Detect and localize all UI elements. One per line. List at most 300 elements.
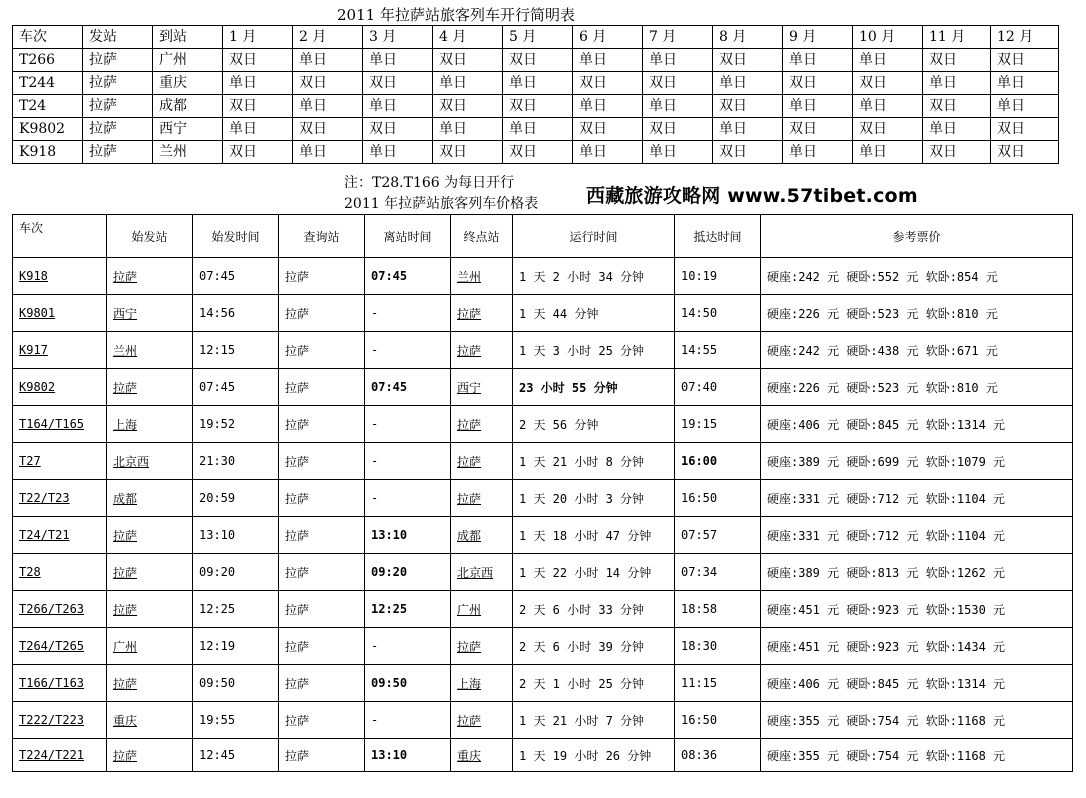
schedule-cell: 单日 [433,72,503,95]
price-cell-text: 拉萨 [285,343,310,358]
price-cell-text: 09:50 [371,676,408,690]
train-number-link[interactable]: K917 [19,343,48,357]
price-cell [513,628,675,665]
price-row [13,369,1073,406]
schedule-header-row [13,26,1059,49]
price-cell-text: 1 天 22 小时 14 分钟 [519,565,652,580]
price-cell-text: - [371,639,379,653]
schedule-cell: 单日 [503,72,573,95]
price-row [13,443,1073,480]
price-cell-text: 硬座:389 元 硬卧:699 元 软卧:1079 元 [767,454,1006,469]
price-cell [761,369,1073,406]
price-cell-text: 拉萨 [285,748,310,763]
price-cell-text: 12:25 [371,602,408,616]
price-cell-text: 拉萨 [285,528,310,543]
price-cell-text: 21:30 [199,454,236,468]
station-link[interactable]: 拉萨 [457,417,482,432]
price-cell[interactable] [451,406,513,443]
schedule-cell: 双日 [293,72,363,95]
price-cell-text: 09:50 [199,676,236,690]
schedule-cell: 西宁 [153,118,223,141]
price-cell-text: 硬座:355 元 硬卧:754 元 软卧:1168 元 [767,748,1006,763]
schedule-cell: 单日 [223,118,293,141]
price-row [13,295,1073,332]
price-cell-text: 2 天 56 分钟 [519,417,599,432]
schedule-cell: 拉萨 [83,49,153,72]
price-cell[interactable] [451,369,513,406]
price-cell-text: 硬座:226 元 硬卧:523 元 软卧:810 元 [767,306,998,321]
price-header-cell: 始发站 [107,215,193,258]
price-cell [193,591,279,628]
price-cell[interactable] [451,443,513,480]
schedule-cell: 单日 [853,141,923,164]
price-cell[interactable] [451,665,513,702]
schedule-cell: 拉萨 [83,118,153,141]
price-cell [279,443,365,480]
price-cell [761,332,1073,369]
price-cell-text: 09:20 [199,565,236,579]
train-number-link[interactable]: T264/T265 [19,639,85,653]
price-cell[interactable] [13,739,107,772]
station-link[interactable]: 拉萨 [457,306,482,321]
schedule-cell: 双日 [713,141,783,164]
station-link[interactable]: 北京西 [457,565,494,580]
schedule-cell: 双日 [783,72,853,95]
price-cell[interactable] [13,258,107,295]
price-cell-text: 硬座:242 元 硬卧:438 元 软卧:671 元 [767,343,998,358]
schedule-cell: 单日 [853,49,923,72]
train-number-link[interactable]: T166/T163 [19,676,85,690]
price-cell-text: 硬座:242 元 硬卧:552 元 软卧:854 元 [767,269,998,284]
station-link[interactable]: 成都 [457,528,482,543]
price-cell [279,554,365,591]
train-number-link[interactable]: T24/T21 [19,528,70,542]
price-cell [761,591,1073,628]
price-row [13,665,1073,702]
price-cell [279,369,365,406]
price-cell [193,369,279,406]
price-cell[interactable] [451,739,513,772]
schedule-cell: 单日 [223,72,293,95]
station-link[interactable]: 拉萨 [113,380,138,395]
price-header-cell: 运行时间 [513,215,675,258]
schedule-cell: 单日 [713,72,783,95]
price-cell[interactable] [107,665,193,702]
schedule-cell: 双日 [503,141,573,164]
schedule-cell: 单日 [573,49,643,72]
price-cell-text: - [371,491,379,505]
station-link[interactable]: 拉萨 [113,565,138,580]
schedule-cell: 成都 [153,95,223,118]
schedule-cell: 单日 [783,95,853,118]
price-cell [365,480,451,517]
price-cell-text: 1 天 21 小时 8 分钟 [519,454,645,469]
price-cell [279,517,365,554]
price-cell-text: 拉萨 [285,417,310,432]
price-table [12,214,1073,772]
price-cell-text: 2 天 6 小时 33 分钟 [519,602,645,617]
price-cell-text: 拉萨 [285,676,310,691]
price-header-cell: 查询站 [279,215,365,258]
price-cell[interactable] [107,517,193,554]
price-cell[interactable] [13,480,107,517]
price-cell[interactable] [13,554,107,591]
schedule-cell: 单日 [503,118,573,141]
station-link[interactable]: 拉萨 [457,454,482,469]
price-row [13,702,1073,739]
schedule-cell: 拉萨 [83,72,153,95]
price-cell[interactable] [107,591,193,628]
price-cell [279,295,365,332]
price-cell [193,739,279,772]
station-link[interactable]: 拉萨 [113,269,138,284]
schedule-cell: 单日 [293,49,363,72]
train-number-link[interactable]: K9801 [19,306,56,320]
schedule-note: 注：T28.T166 为每日开行 [344,175,515,191]
price-row [13,406,1073,443]
price-cell [761,406,1073,443]
price-cell[interactable] [451,332,513,369]
price-cell [761,739,1073,772]
price-cell-text: 1 天 3 小时 25 分钟 [519,343,645,358]
price-cell [365,369,451,406]
price-cell [513,591,675,628]
price-cell [513,406,675,443]
price-cell [513,443,675,480]
price-cell-text: 1 天 20 小时 3 分钟 [519,491,645,506]
price-header-cell: 离站时间 [365,215,451,258]
price-cell [675,702,761,739]
station-link[interactable]: 西宁 [113,306,138,321]
price-cell-text: 18:58 [681,602,718,616]
price-cell[interactable] [107,480,193,517]
price-cell[interactable] [451,702,513,739]
price-cell [365,258,451,295]
schedule-cell: 双日 [991,118,1059,141]
price-cell [279,406,365,443]
price-cell[interactable] [13,406,107,443]
price-cell [675,443,761,480]
station-link[interactable]: 兰州 [113,343,138,358]
station-link[interactable]: 拉萨 [457,713,482,728]
schedule-header-cell: 发站 [83,26,153,49]
schedule-header-cell: 6 月 [573,26,643,49]
price-cell-text: 拉萨 [285,639,310,654]
price-cell [193,332,279,369]
schedule-cell: 单日 [573,95,643,118]
price-cell [761,517,1073,554]
price-cell-text: 12:19 [199,639,236,653]
price-cell-text: 11:15 [681,676,718,690]
station-link[interactable]: 上海 [457,676,482,691]
price-cell-text: 拉萨 [285,565,310,580]
price-cell [279,332,365,369]
price-cell-text: 07:45 [371,380,408,394]
price-row [13,628,1073,665]
price-cell[interactable] [13,443,107,480]
price-cell [365,665,451,702]
price-cell[interactable] [451,517,513,554]
price-cell-text: 16:50 [681,713,718,727]
price-cell-text: 14:55 [681,343,718,357]
price-cell[interactable] [13,295,107,332]
schedule-header-cell: 11 月 [923,26,991,49]
price-cell [675,517,761,554]
price-cell[interactable] [451,554,513,591]
price-cell[interactable] [13,517,107,554]
schedule-cell: 双日 [223,141,293,164]
schedule-cell: 单日 [643,95,713,118]
schedule-cell: T244 [13,72,83,95]
price-cell [193,295,279,332]
price-header-row [13,215,1073,258]
price-cell-text: 20:59 [199,491,236,505]
price-cell[interactable] [107,332,193,369]
price-cell-text: - [371,454,379,468]
schedule-cell: 单日 [783,141,853,164]
schedule-cell: 双日 [433,141,503,164]
station-link[interactable]: 拉萨 [113,602,138,617]
schedule-cell: 双日 [643,72,713,95]
price-cell [513,665,675,702]
schedule-header-cell: 12 月 [991,26,1059,49]
price-cell-text: 08:36 [681,748,718,762]
price-cell [365,406,451,443]
price-cell [761,295,1073,332]
price-cell[interactable] [107,702,193,739]
schedule-cell: T266 [13,49,83,72]
station-link[interactable]: 拉萨 [457,639,482,654]
price-cell-text: 13:10 [371,528,408,542]
schedule-header-cell: 9 月 [783,26,853,49]
price-cell[interactable] [107,739,193,772]
schedule-cell: 双日 [503,95,573,118]
train-number-link[interactable]: T27 [19,454,41,468]
schedule-cell: 双日 [573,118,643,141]
schedule-cell: 重庆 [153,72,223,95]
price-cell[interactable] [13,591,107,628]
price-cell [513,554,675,591]
station-link[interactable]: 上海 [113,417,138,432]
price-cell-text: 12:45 [199,748,236,762]
station-link[interactable]: 拉萨 [113,676,138,691]
price-cell-text: 07:45 [199,269,236,283]
schedule-header-cell: 5 月 [503,26,573,49]
station-link[interactable]: 拉萨 [113,528,138,543]
price-cell [675,369,761,406]
schedule-cell: 双日 [923,141,991,164]
price-cell [513,702,675,739]
price-cell[interactable] [107,295,193,332]
price-cell-text: 硬座:389 元 硬卧:813 元 软卧:1262 元 [767,565,1006,580]
price-cell-text: 1 天 19 小时 26 分钟 [519,748,652,763]
station-link[interactable]: 重庆 [457,748,482,763]
schedule-cell: 双日 [713,49,783,72]
price-cell-text: 硬座:226 元 硬卧:523 元 软卧:810 元 [767,380,998,395]
site-watermark: 西藏旅游攻略网 www.57tibet.com [586,185,918,207]
price-cell [675,332,761,369]
train-number-link[interactable]: T22/T23 [19,491,70,505]
price-cell [513,332,675,369]
price-cell-text: 23 小时 55 分钟 [519,380,618,395]
schedule-cell: 双日 [713,95,783,118]
price-cell [761,258,1073,295]
schedule-cell: 拉萨 [83,95,153,118]
station-link[interactable]: 拉萨 [457,491,482,506]
price-cell [193,628,279,665]
price-cell-text: 1 天 21 小时 7 分钟 [519,713,645,728]
price-cell[interactable] [451,591,513,628]
price-cell [675,295,761,332]
schedule-table-title: 2011 年拉萨站旅客列车开行简明表 [337,6,575,24]
price-cell-text: 拉萨 [285,306,310,321]
train-number-link[interactable]: T224/T221 [19,748,85,762]
price-cell-text: - [371,713,379,727]
price-cell [761,480,1073,517]
schedule-cell: 兰州 [153,141,223,164]
schedule-header-cell: 10 月 [853,26,923,49]
station-link[interactable]: 西宁 [457,380,482,395]
price-header-cell: 参考票价 [761,215,1073,258]
price-cell-text: 14:50 [681,306,718,320]
price-cell-text: 19:55 [199,713,236,727]
price-cell-text: 07:45 [371,269,408,283]
schedule-cell: 双日 [853,72,923,95]
train-number-link[interactable]: T28 [19,565,41,579]
price-cell[interactable] [107,258,193,295]
price-cell [675,591,761,628]
price-cell [761,628,1073,665]
price-cell-text: 16:00 [681,454,718,468]
price-cell-text: 12:15 [199,343,236,357]
price-cell [513,517,675,554]
schedule-cell: 双日 [923,49,991,72]
price-cell [513,295,675,332]
schedule-cell: 单日 [923,72,991,95]
price-cell [279,591,365,628]
schedule-cell: 单日 [363,49,433,72]
station-link[interactable]: 拉萨 [113,748,138,763]
price-cell[interactable] [451,258,513,295]
price-cell-text: 拉萨 [285,713,310,728]
price-header-cell: 车次 [13,215,107,258]
price-cell[interactable] [107,554,193,591]
price-cell [193,517,279,554]
price-cell [675,258,761,295]
station-link[interactable]: 重庆 [113,713,138,728]
schedule-cell: 单日 [573,141,643,164]
price-cell[interactable] [451,628,513,665]
schedule-row [13,49,1059,72]
price-cell-text: 09:20 [371,565,408,579]
schedule-row [13,95,1059,118]
station-link[interactable]: 拉萨 [457,343,482,358]
schedule-cell: 单日 [923,118,991,141]
train-number-link[interactable]: T266/T263 [19,602,85,616]
price-cell-text: - [371,306,379,320]
station-link[interactable]: 兰州 [457,269,482,284]
price-cell-text: 07:57 [681,528,718,542]
price-cell [279,739,365,772]
price-cell[interactable] [107,628,193,665]
price-cell[interactable] [451,480,513,517]
price-cell [675,739,761,772]
price-cell-text: 1 天 18 小时 47 分钟 [519,528,652,543]
price-cell-text: 1 天 44 分钟 [519,306,599,321]
train-number-link[interactable]: K918 [19,269,48,283]
train-number-link[interactable]: T222/T223 [19,713,85,727]
price-cell[interactable] [13,332,107,369]
schedule-header-cell: 3 月 [363,26,433,49]
price-cell-text: 19:15 [681,417,718,431]
price-cell [675,628,761,665]
price-cell [365,554,451,591]
price-cell [761,443,1073,480]
price-cell-text: - [371,417,379,431]
station-link[interactable]: 广州 [113,639,138,654]
schedule-header-cell: 8 月 [713,26,783,49]
train-number-link[interactable]: T164/T165 [19,417,85,431]
price-cell [279,628,365,665]
schedule-cell: T24 [13,95,83,118]
price-row [13,258,1073,295]
price-row [13,480,1073,517]
price-cell[interactable] [107,369,193,406]
price-cell[interactable] [451,295,513,332]
price-cell [365,295,451,332]
schedule-cell: K918 [13,141,83,164]
price-cell-text: 拉萨 [285,491,310,506]
price-cell-text: 12:25 [199,602,236,616]
train-number-link[interactable]: K9802 [19,380,56,394]
price-cell[interactable] [13,628,107,665]
price-cell [193,554,279,591]
price-cell[interactable] [107,443,193,480]
station-link[interactable]: 北京西 [113,454,150,469]
price-cell-text: 硬座:451 元 硬卧:923 元 软卧:1434 元 [767,639,1006,654]
schedule-table [12,25,1059,164]
price-cell[interactable] [13,369,107,406]
price-cell [675,406,761,443]
price-cell [193,480,279,517]
price-cell-text: 07:45 [199,380,236,394]
price-cell[interactable] [13,702,107,739]
price-header-cell: 抵达时间 [675,215,761,258]
station-link[interactable]: 成都 [113,491,138,506]
price-cell [365,443,451,480]
station-link[interactable]: 广州 [457,602,482,617]
schedule-cell: 广州 [153,49,223,72]
price-cell[interactable] [13,665,107,702]
price-cell-text: 硬座:406 元 硬卧:845 元 软卧:1314 元 [767,676,1006,691]
price-cell [279,665,365,702]
price-cell [513,369,675,406]
price-cell [513,480,675,517]
price-cell [279,258,365,295]
schedule-cell: 双日 [433,95,503,118]
schedule-header-cell: 4 月 [433,26,503,49]
price-cell [193,443,279,480]
price-cell [675,665,761,702]
schedule-header-cell: 7 月 [643,26,713,49]
price-cell-text: 07:34 [681,565,718,579]
price-cell [365,628,451,665]
price-cell-text: 硬座:331 元 硬卧:712 元 软卧:1104 元 [767,528,1006,543]
price-cell-text: 拉萨 [285,380,310,395]
price-cell[interactable] [107,406,193,443]
schedule-cell: 单日 [293,95,363,118]
price-table-title: 2011 年拉萨站旅客列车价格表 [344,196,539,212]
